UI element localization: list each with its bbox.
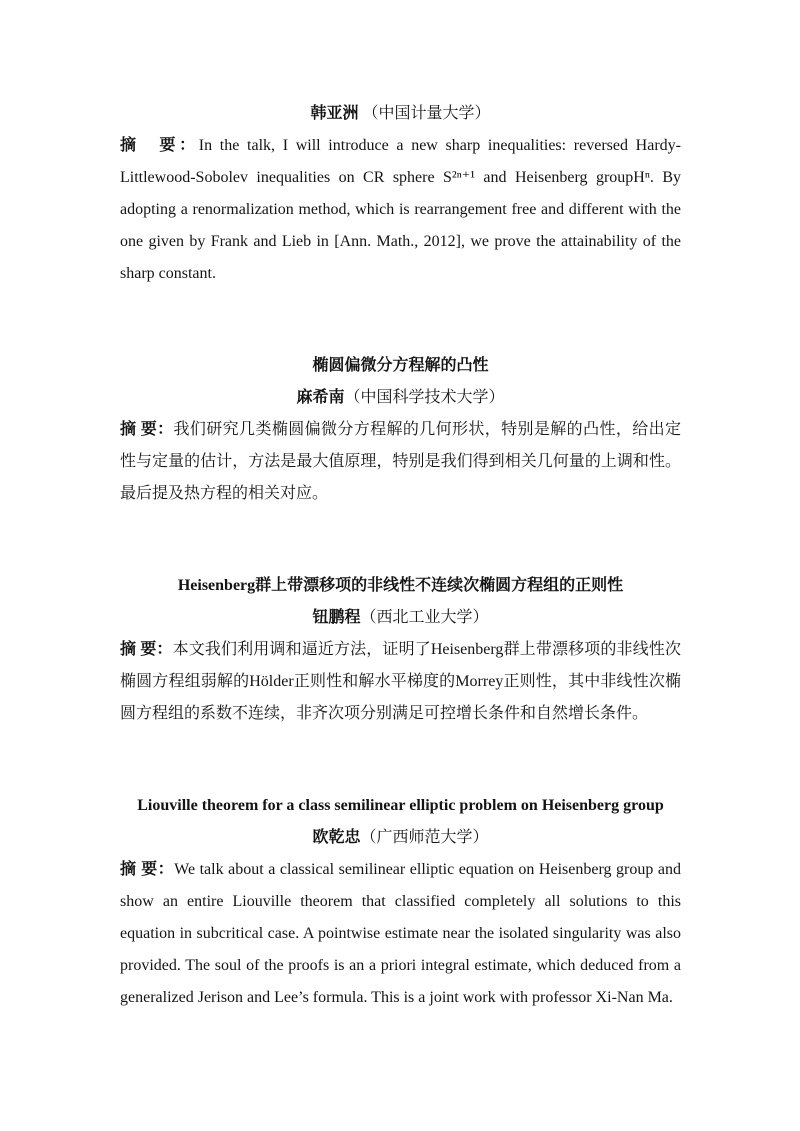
abstract-paragraph xyxy=(120,130,681,290)
speaker-name: 钮鹏程 xyxy=(312,609,361,626)
speaker-name: 麻希南 xyxy=(296,389,345,406)
abstract-text: 我们研究几类椭圆偏微分方程解的几何形状，特别是解的凸性，给出定性与定量的估计，方法是最大值原理，特别是我们得到相关几何量的上调和性。最后提及热方程的相关对应。 xyxy=(120,421,681,502)
talk-title: Heisenberg群上带漂移项的非线性不连续次椭圆方程组的正则性 xyxy=(177,577,624,594)
speaker-line xyxy=(120,822,681,854)
abstract-text: 本文我们利用调和逼近方法，证明了Heisenberg群上带漂移项的非线性次椭圆方程组弱解的Hölder正则性和解水平梯度的Morrey正则性，其中非线性次椭圆方程组的系数不连续，非齐次项分别满足可控增长条件和自然增长条件。 xyxy=(120,641,681,722)
talk-title: Liouville theorem for a class semilinear elliptic problem on Heisenberg group xyxy=(137,797,664,814)
abstract-paragraph xyxy=(120,414,681,510)
talk-section xyxy=(120,350,681,510)
abstract-paragraph xyxy=(120,854,681,1014)
abstract-paragraph xyxy=(120,634,681,730)
speaker-name: 韩亚洲 xyxy=(310,105,363,122)
speaker-line xyxy=(120,382,681,414)
speaker-affiliation: （中国科学技术大学） xyxy=(344,389,505,406)
abstract-label: 摘 要： xyxy=(120,861,175,878)
speaker-name: 欧乾忠 xyxy=(312,829,361,846)
speaker-line xyxy=(120,98,681,130)
abstract-text: In the talk, I will introduce a new sharp inequalities: reversed Hardy-Littlewood-Sobolev inequalities on CR sphere S²ⁿ⁺¹ and Heisenberg groupHⁿ. By adopting a renormalization method, which is rearrangement free and different with the one given by Frank and Lieb in [Ann. Math., 2012], we prove the attainability of the sharp constant. xyxy=(120,137,681,282)
abstract-label: 摘 要： xyxy=(120,137,199,154)
abstract-text: We talk about a classical semilinear elliptic equation on Heisenberg group and show an entire Liouville theorem that classified completely all solutions to this equation in subcritical case. A pointwise estimate near the isolated singularity was also provided. The soul of the proofs is an a priori integral estimate, which deduced from a generalized Jerison and Lee’s formula. This is a joint work with professor Xi-Nan Ma. xyxy=(120,861,681,1006)
talk-title: 椭圆偏微分方程解的凸性 xyxy=(312,357,489,374)
talk-section xyxy=(120,570,681,730)
speaker-affiliation: （西北工业大学） xyxy=(360,609,489,626)
speaker-affiliation: （广西师范大学） xyxy=(360,829,489,846)
talk-section xyxy=(120,98,681,290)
talk-section xyxy=(120,790,681,1014)
speaker-line xyxy=(120,602,681,634)
abstract-label: 摘 要： xyxy=(120,421,174,438)
abstract-label: 摘 要： xyxy=(120,641,173,658)
speaker-affiliation: （中国计量大学） xyxy=(362,105,491,122)
